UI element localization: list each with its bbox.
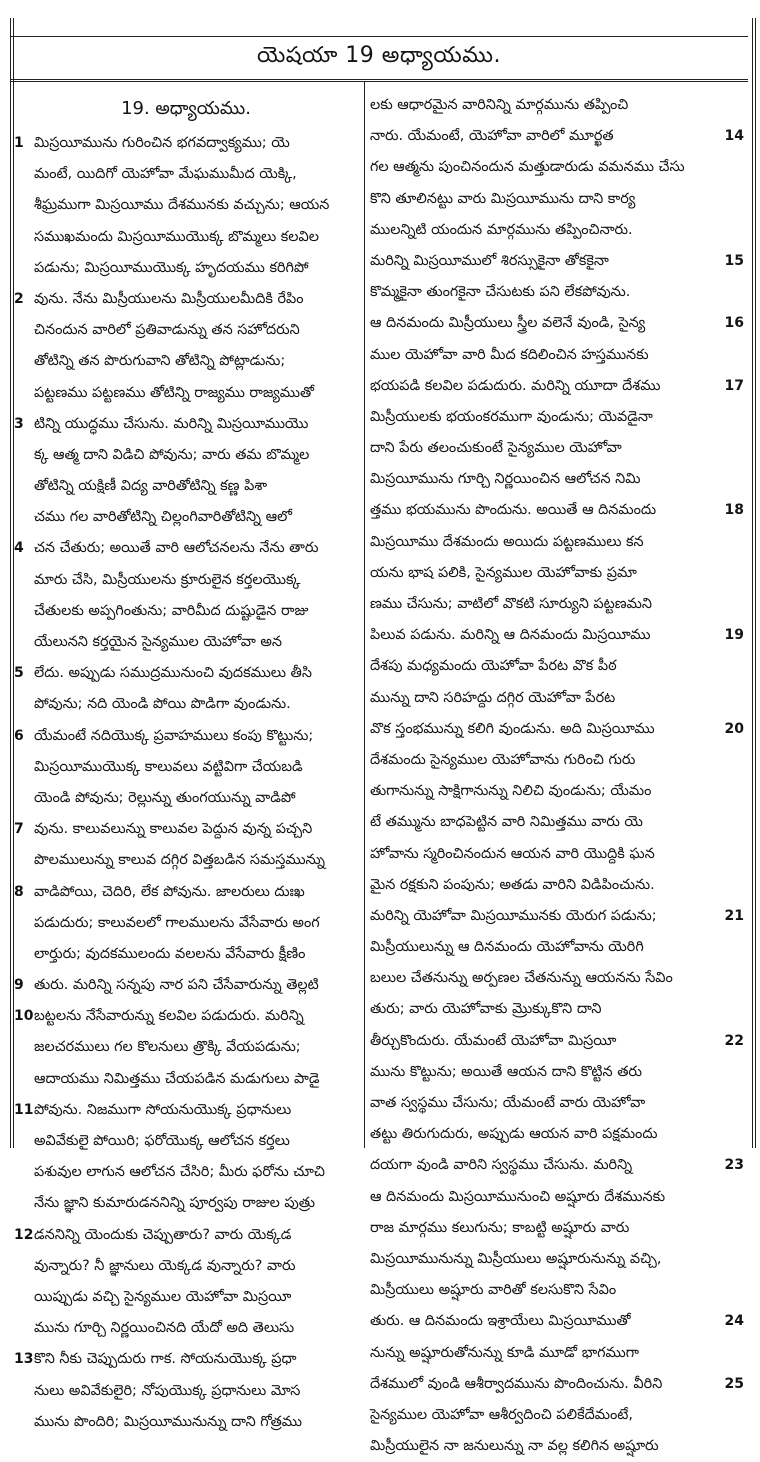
verse-text: నులు అవివేకులైరి; నోపుయొక్క ప్రధానులు మోస <box>34 1382 301 1399</box>
verse-text: పోవును. నిజముగా సోయనుయొక్క ప్రధానులు <box>34 1101 292 1118</box>
text-line <box>370 714 744 745</box>
text-line <box>370 932 718 963</box>
text-line <box>370 1431 718 1462</box>
text-line <box>370 215 718 246</box>
text-line <box>16 190 356 221</box>
text-line <box>370 1275 718 1306</box>
chapter-heading: 19. అధ్యాయము. <box>121 98 251 119</box>
text-line <box>370 433 718 464</box>
verse-text: డననిన్ని యెందుకు చెప్పుతారు? వారు యెక్కడ <box>34 1226 292 1243</box>
text-line <box>16 502 356 533</box>
text-line <box>370 1400 718 1431</box>
verse-text: మైన రక్షకుని పంపును; అతడు వారిని విడిపించును. <box>370 876 655 893</box>
verse-text: మిస్రయీముయొక్క కాలువలు వట్టివిగా చేయబడి <box>34 758 303 775</box>
verse-text: గల ఆత్మను పుంచినందున మత్తుడారుడు వమనము చేసు <box>370 159 685 176</box>
text-line <box>16 721 356 752</box>
verse-text: తుగానున్ను సాక్షిగానున్ను నిలిచి వుండును; యేమం <box>370 783 652 800</box>
verse-text: పట్టణము పట్టణము తోటిన్ని రాజ్యము రాజ్యముతో <box>34 384 315 401</box>
scripture-page <box>4 6 752 1455</box>
verse-text: టే తమ్మును బాధపెట్టిన వారి నిమిత్తము వారు యె <box>370 814 643 831</box>
verse-text: హోవాను స్మరించినందున ఆయన వారి యొద్దికి ఘన <box>370 845 655 862</box>
verse-text: పిలువ పడును. మరిన్ని ఆ దినమందు మిస్రయీము <box>370 627 651 644</box>
verse-number: 25 <box>724 1375 744 1392</box>
text-line <box>370 1213 718 1244</box>
verse-text: మిస్రీయులకు భయంకరముగా వుండును; యెవడైనా <box>370 408 653 425</box>
text-line <box>16 315 356 346</box>
verse-text: సైన్యముల యెహోవా ఆశీర్వదించి పలికేదేమంటే, <box>370 1406 633 1423</box>
text-line <box>16 970 356 1001</box>
text-line <box>370 870 718 901</box>
verse-number: 3 <box>14 415 24 432</box>
verse-number: 21 <box>724 907 744 924</box>
verse-number: 8 <box>14 883 24 900</box>
text-line <box>370 371 744 402</box>
text-line <box>16 908 356 939</box>
verse-text: చేతులకు అప్పగింతును; వారిమీద దుష్టుడైన రాజు <box>34 602 309 619</box>
column-divider <box>364 82 365 1148</box>
verse-text: మిస్రీయులైన నా జనులున్ను నా వల్ల కలిగిన అష్షూరు <box>370 1438 659 1455</box>
text-line <box>16 1126 356 1157</box>
text-line <box>370 901 744 932</box>
text-line <box>16 689 356 720</box>
verse-text: కొని నీకు చెప్పుదురు గాక. సోయనుయొక్క ప్రధా <box>34 1351 297 1368</box>
verse-number: 17 <box>724 377 744 394</box>
verse-text: దాని పేరు తలంచుకుంటే సైన్యముల యెహోవా <box>370 440 622 457</box>
text-line <box>370 527 718 558</box>
verse-text: నున్ను అష్షూరుతోనున్ను కూడి మూడో భాగముగా <box>370 1344 639 1361</box>
verse-number: 23 <box>724 1157 744 1174</box>
verse-number: 14 <box>724 128 744 145</box>
text-line <box>370 651 718 682</box>
verse-text: యను భాష పలికి, సైన్యముల యెహోవాకు ప్రమా <box>370 564 637 581</box>
text-line <box>16 284 356 315</box>
verse-text: మిస్రీయులున్ను ఆ దినమందు యెహోవాను యెరిగి <box>370 939 644 956</box>
text-line <box>16 440 356 471</box>
text-line <box>370 1150 744 1181</box>
verse-number: 10 <box>14 1008 34 1025</box>
verse-text: బలుల చేతనున్ను అర్పణల చేతనున్ను ఆయనను సేవిం <box>370 970 673 987</box>
verse-text: పడుదురు; కాలువలలో గాలములను వేసేవారు అంగ <box>34 914 320 931</box>
verse-text: వాడిపోయి, చెదిరి, లేక పోవును. జాలరులు దుఃఖ <box>34 883 305 900</box>
verse-text: వాత స్వస్థము చేసును; యేమంటే వారు యెహోవా <box>370 1095 646 1111</box>
verse-number: 16 <box>724 315 744 332</box>
left-column <box>16 90 356 1438</box>
verse-text: యిప్పుడు వచ్చి సైన్యముల యెహోవా మిస్రయీ <box>34 1288 292 1305</box>
verse-text: పడును; మిస్రయీముయొక్క హృదయము కరిగిపో <box>34 259 309 276</box>
verse-text: ములన్నిటి యందున మార్గమును తప్పించినారు. <box>370 221 633 238</box>
text-line <box>16 253 356 284</box>
text-line <box>16 877 356 908</box>
verse-text: మరిన్ని మిస్రయీములో శిరస్సుకైనా తోకకైనా <box>370 252 609 269</box>
verse-text: పోవును; నది యెండి పోయి పొడిగా వుండును. <box>34 696 291 713</box>
text-line <box>16 1001 356 1032</box>
text-line <box>16 783 356 814</box>
text-line <box>16 658 356 689</box>
verse-number: 22 <box>724 1032 744 1049</box>
text-line <box>16 128 356 159</box>
text-line <box>370 1026 744 1057</box>
text-line <box>370 1057 718 1088</box>
text-line <box>370 1338 718 1369</box>
verse-text: మును పొందిరి; మిస్రయీమునున్ను దాని గోత్రము <box>34 1413 303 1430</box>
text-line <box>370 1244 718 1275</box>
text-line <box>16 159 356 190</box>
text-line <box>370 839 718 870</box>
verse-text: లార్తురు; వుదకములందు వలలను వేసేవారు క్షీణిం <box>34 945 306 962</box>
verse-text: యెండి పోవును; రెల్లున్ను తుంగయున్ను వాడిపో <box>34 789 296 806</box>
text-line <box>16 845 356 876</box>
verse-text: తురు. ఆ దినమందు ఇశ్రాయేలు మిస్రయీముతో <box>370 1313 631 1330</box>
text-line <box>370 589 718 620</box>
verse-text: జలచరములు గల కొలనులు త్రొక్కి వేయపడును; <box>34 1039 301 1056</box>
text-line <box>16 939 356 970</box>
verse-text: తురు. మరిన్ని సన్నపు నార పని చేసేవారున్ను తెల్లటి <box>34 977 319 994</box>
verse-text: భయపడి కలవిల పడుదురు. మరిన్ని యూదా దేశము <box>370 377 661 394</box>
verse-text: అవివేకులై పోయిరి; ఫరోయొక్క ఆలోచన కర్తలు <box>34 1133 290 1149</box>
right-column <box>370 90 744 1462</box>
verse-number: 15 <box>724 252 744 269</box>
verse-number: 13 <box>14 1351 34 1368</box>
page-header <box>10 36 748 82</box>
text-line <box>370 184 718 215</box>
verse-text: దేశమందు సైన్యముల యెహోవాను గురించి గురు <box>370 751 636 768</box>
verse-text: వున్నారు? నీ జ్ఞానులు యెక్కడ వున్నారు? వారు <box>34 1257 296 1274</box>
verse-text: ణము చేసును; వాటిలో వొకటి సూర్యుని పట్టణమని <box>370 596 652 612</box>
verse-text: మంటే, యిదిగో యెహోవా మేఘముమీద యెక్కి, <box>34 166 297 183</box>
verse-text: తోటిన్ని తన పొరుగువాని తోటిన్ని పోట్లాడును; <box>34 353 286 370</box>
verse-text: మును గూర్చి నిర్ణయించినది యేదో అది తెలుసు <box>34 1320 295 1337</box>
text-line <box>16 814 356 845</box>
verse-text: పొలములున్ను కాలువ దగ్గిర విత్తబడిన సమస్తమున్ను <box>34 852 325 869</box>
text-line <box>370 277 718 308</box>
verse-number: 20 <box>724 720 744 737</box>
text-line <box>16 222 356 253</box>
verse-text: ఆ దినమందు మిస్రీయులు స్త్రీల వలెనే వుండి, సైన్య <box>370 315 646 332</box>
verse-number: 2 <box>14 290 24 307</box>
text-line <box>16 565 356 596</box>
text-line <box>16 1188 356 1219</box>
text-line <box>16 1064 356 1095</box>
text-line <box>16 1313 356 1344</box>
verse-text: ముల యెహోవా వారి మీద కదిలించిన హస్తమునకు <box>370 346 649 363</box>
text-line <box>16 1095 356 1126</box>
verse-text: మిస్రయీమును గురించిన భగవద్వాక్యము; యె <box>34 135 290 151</box>
text-line <box>16 627 356 658</box>
text-line <box>16 1220 356 1251</box>
text-line <box>370 1306 744 1337</box>
text-line <box>16 378 356 409</box>
verse-text: దయగా వుండి వారిని స్వస్థము చేసును. మరిన్ని <box>370 1157 633 1174</box>
text-line <box>370 1369 744 1400</box>
verse-text: వును. కాలువలున్ను కాలువల పెద్దున వున్న పచ్చని <box>34 821 313 838</box>
text-line <box>16 1376 356 1407</box>
verse-text: క్క ఆత్మ దాని విడిచి పోవును; వారు తమ బొమ్మల <box>34 446 310 463</box>
text-line <box>370 152 718 183</box>
verse-text: వును. నేను మిస్రీయులను మిస్రీయులమీదికి రేపిం <box>34 290 304 307</box>
text-line <box>16 471 356 502</box>
verse-text: తట్టు తిరుగుదురు, అప్పుడు ఆయన వారి పక్షమందు <box>370 1126 658 1143</box>
verse-text: తురు; వారు యెహోవాకు మ్రొక్కుకొని దాని <box>370 1001 602 1018</box>
verse-text: బట్టలను నేసేవారున్ను కలవిల పడుదురు. మరిన్ని <box>34 1008 304 1025</box>
verse-text: చినందున వారిలో ప్రతివాడున్ను తన సహోదరుని <box>34 322 300 339</box>
verse-text: తీర్చుకొందురు. యేమంటే యెహోవా మిస్రయీ <box>370 1032 617 1049</box>
verse-text: మిస్రీయులు అష్షూరు వారితో కలసుకొని సేవిం <box>370 1282 617 1299</box>
text-line <box>370 121 744 152</box>
verse-text: కొమ్మకైనా తుంగకైనా చేసుటకు పని లేకపోవును. <box>370 284 631 301</box>
verse-text: మిస్రయీమును గూర్చి నిర్ణయించిన ఆలోచన నిమి <box>370 471 641 488</box>
verse-text: నారు. యేమంటే, యెహోవా వారిలో మూర్ఖత <box>370 128 614 145</box>
text-line <box>370 1088 718 1119</box>
verse-number: 11 <box>14 1101 34 1118</box>
verse-text: దేశములో వుండి ఆశీర్వాదమును పొందించును. వీరిని <box>370 1375 663 1392</box>
verse-text: చన చేతురు; అయితే వారి ఆలోచనలను నేను తారు <box>34 540 319 557</box>
verse-text: మును కొట్టును; అయితే ఆయన దాని కొట్టిన తరు <box>370 1063 642 1080</box>
text-line <box>16 346 356 377</box>
text-line <box>370 807 718 838</box>
verse-text: టిన్ని యుద్ధము చేసును. మరిన్ని మిస్రయీముయొ <box>34 415 309 432</box>
text-line <box>370 776 718 807</box>
verse-number: 24 <box>724 1313 744 1330</box>
text-line <box>370 246 744 277</box>
text-line <box>16 409 356 440</box>
page-title: యెషయా 19 అధ్యాయము. <box>256 43 502 68</box>
verse-text: ఆ దినమందు మిస్రయీమునుంచి అష్షూరు దేశమునకు <box>370 1188 666 1205</box>
text-line <box>370 464 718 495</box>
verse-text: చము గల వారితోటిన్ని చిల్లంగివారితోటిన్ని ఆలో <box>34 509 292 526</box>
verse-text: లకు ఆధారమైన వారినిన్ని మార్గమును తప్పించి <box>370 97 629 113</box>
verse-number: 19 <box>724 627 744 644</box>
text-line <box>16 1032 356 1063</box>
text-line <box>370 745 718 776</box>
text-line <box>370 308 744 339</box>
verse-text: మున్ను దాని సరిహద్దు దగ్గిర యెహోవా పేరట <box>370 689 616 706</box>
verse-text: వొక స్తంభమున్ను కలిగి వుండును. అది మిస్రయీము <box>370 720 655 737</box>
verse-number: 12 <box>14 1226 34 1243</box>
verse-text: పశువుల లాగున ఆలోచన చేసిరి; మీరు ఫరోను చూచి <box>34 1164 325 1181</box>
verse-text: కొని తూలినట్టు వారు మిస్రయీమును దాని కార్య <box>370 190 636 207</box>
verse-number: 18 <box>724 502 744 519</box>
verse-number: 7 <box>14 821 24 838</box>
text-line <box>16 1251 356 1282</box>
text-line <box>16 533 356 564</box>
text-line <box>370 558 718 589</box>
verse-number: 9 <box>14 977 24 994</box>
text-line <box>16 1282 356 1313</box>
verse-text: సముఖమందు మిస్రయీముయొక్క బొమ్మలు కలవిల <box>34 228 319 245</box>
verse-text: మిస్రయీమునున్ను మిస్రీయులు అష్షూరునున్ను వచ్చి, <box>370 1250 662 1267</box>
verse-number: 1 <box>14 135 24 151</box>
verse-text: తోటిన్ని యక్షిణీ విద్య వారితోటిన్ని కణ్ణ పిశా <box>34 478 268 495</box>
text-line <box>370 620 744 651</box>
verse-number: 4 <box>14 540 24 557</box>
text-line <box>370 963 718 994</box>
text-line <box>370 1182 718 1213</box>
verse-text: ఆదాయము నిమిత్తము చేయపడిన మడుగులు పాడై <box>34 1070 320 1087</box>
verse-text: యేలునని కర్తయైన సైన్యముల యెహోవా అన <box>34 634 283 650</box>
text-line <box>16 1407 356 1438</box>
text-line <box>370 90 718 121</box>
verse-text: మిస్రయీము దేశమందు అయిదు పట్టణములు కన <box>370 533 644 550</box>
verse-number: 6 <box>14 727 24 744</box>
verse-number: 5 <box>14 665 24 682</box>
text-line <box>370 1119 718 1150</box>
text-line <box>16 1344 356 1375</box>
text-line <box>370 683 718 714</box>
text-line <box>16 752 356 783</box>
text-line <box>370 994 718 1025</box>
text-line <box>370 340 718 371</box>
verse-text: నేను జ్ఞాని కుమారుడననిన్ని పూర్వపు రాజుల పుత్రు <box>34 1195 315 1212</box>
text-line <box>370 495 744 526</box>
verse-text: రాజ మార్గము కలుగును; కాబట్టి అష్షూరు వారు <box>370 1219 630 1236</box>
text-line <box>16 596 356 627</box>
verse-text: యేమంటే నదియొక్క ప్రవాహములు కంపు కొట్టును; <box>34 727 314 744</box>
verse-text: దేశపు మధ్యమందు యెహోవా పేరట వొక పీఠ <box>370 658 617 675</box>
verse-text: శీఘ్రముగా మిస్రయీము దేశమునకు వచ్చును; ఆయన <box>34 197 330 214</box>
verse-text: మారు చేసి, మిస్రీయులను క్రూరులైన కర్తలయొక్క <box>34 571 301 588</box>
verse-text: త్తము భయమును పొందును. అయితే ఆ దినమందు <box>370 502 657 519</box>
text-line <box>16 1157 356 1188</box>
text-line <box>370 402 718 433</box>
verse-text: మరిన్ని యెహోవా మిస్రయీమునకు యెరుగ పడును; <box>370 907 657 924</box>
verse-text: లేదు. అప్పుడు సముద్రమునుంచి వుదకములు తీసి <box>34 665 312 682</box>
